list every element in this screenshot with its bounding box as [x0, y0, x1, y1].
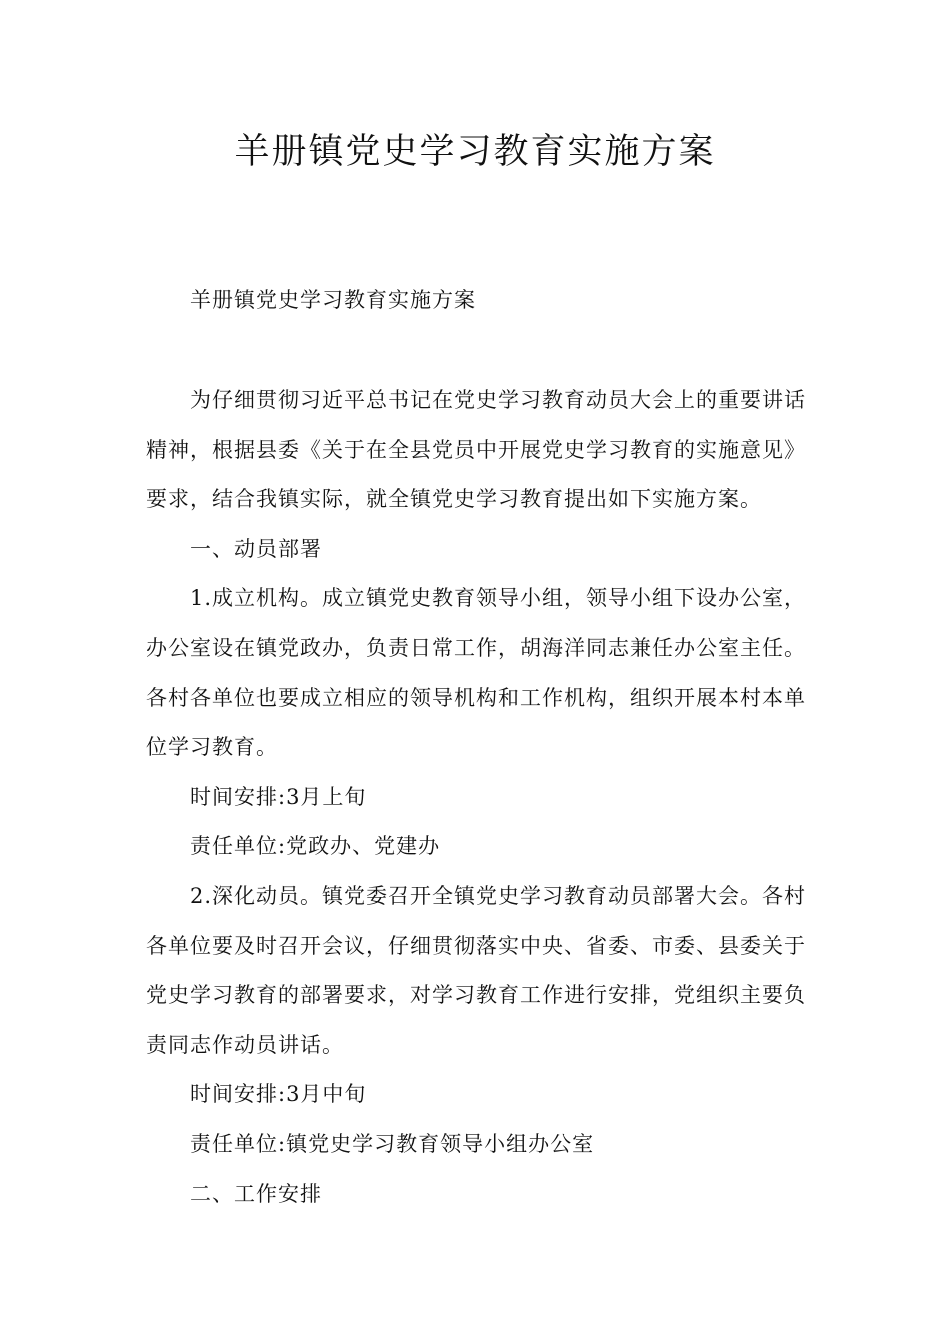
schedule-line: 时间安排:3月上旬: [190, 784, 367, 809]
item-deepen-mobilization: 2.深化动员。镇党委召开全镇党史学习教育动员部署大会。各村各单位要及时召开会议，仔细贯彻落实中央、省委、市委、县委关于党史学习教育的部署要求，对学习教育工作进行安排，党组织主要负责同志作动员讲话。: [146, 883, 807, 1057]
responsible-unit-line: 责任单位:党政办、党建办: [190, 834, 441, 859]
document-subtitle: [146, 276, 808, 326]
document-title: 羊册镇党史学习教育实施方案: [234, 132, 716, 172]
responsible-unit-line: 责任单位:镇党史学习教育领导小组办公室: [190, 1131, 595, 1156]
subtitle-text: 羊册镇党史学习教育实施方案: [190, 288, 476, 312]
document-body: [146, 376, 808, 1219]
schedule-line: 时间安排:3月中旬: [190, 1082, 367, 1107]
item-establish-organization: 1.成立机构。成立镇党史教育领导小组，领导小组下设办公室，办公室设在镇党政办，负责日常工作，胡海洋同志兼任办公室主任。各村各单位也要成立相应的领导机构和工作机构，组织开展本村本单位学习教育。: [146, 586, 807, 760]
section-heading-mobilization: 一、动员部署: [190, 536, 322, 561]
intro-paragraph: 为仔细贯彻习近平总书记在党史学习教育动员大会上的重要讲话精神，根据县委《关于在全县党员中开展党史学习教育的实施意见》要求，结合我镇实际，就全镇党史学习教育提出如下实施方案。: [146, 388, 806, 512]
section-heading-work-arrangement: 二、工作安排: [190, 1181, 322, 1206]
